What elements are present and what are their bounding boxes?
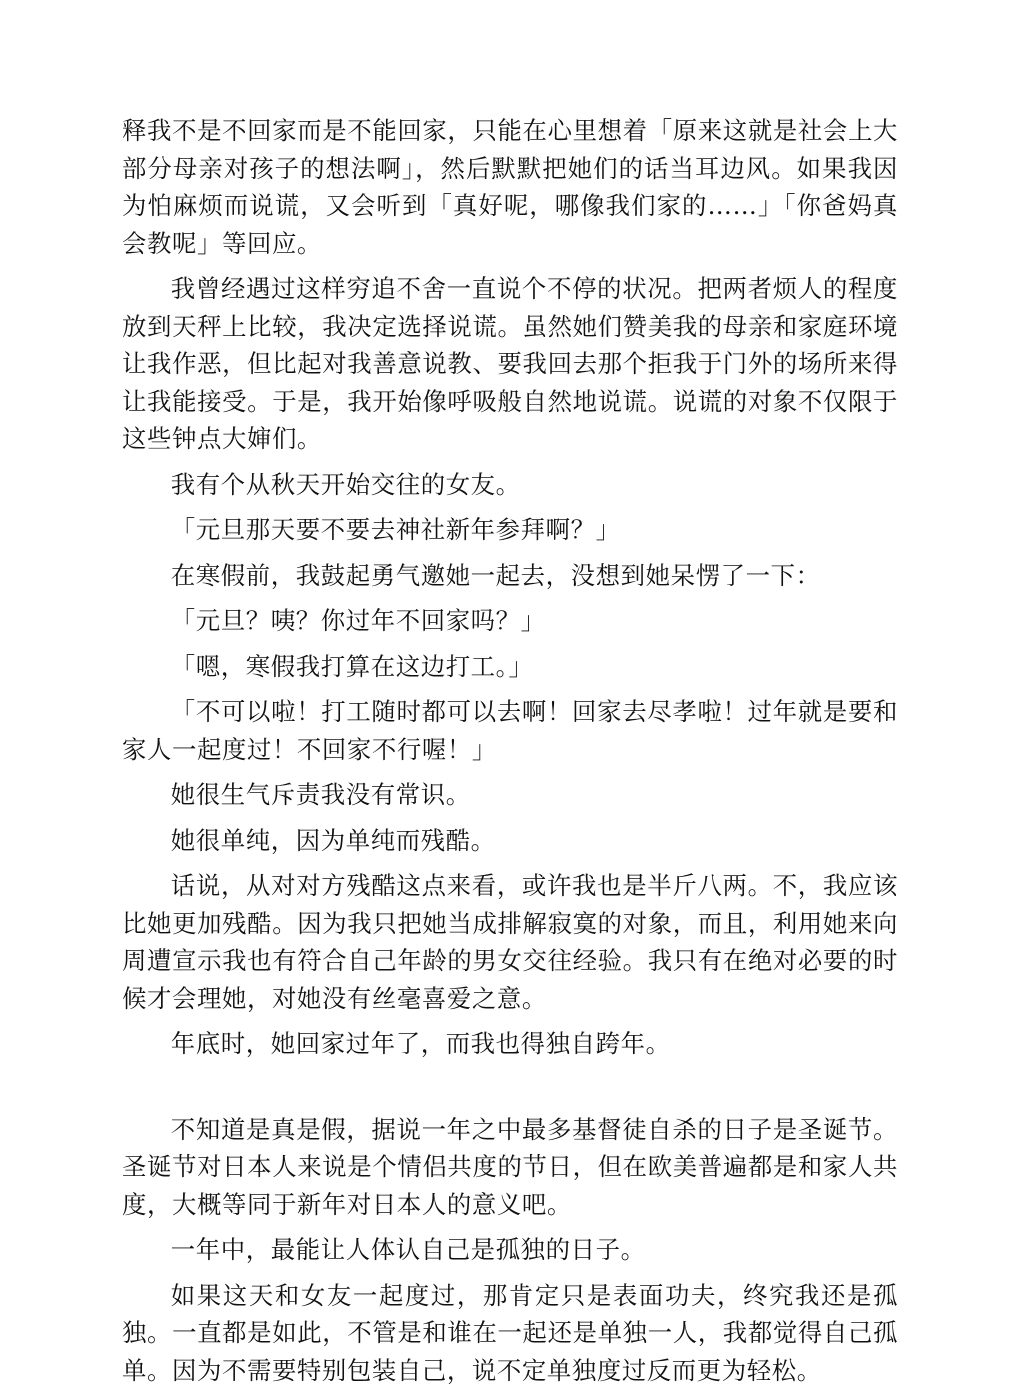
section-break <box>122 1071 898 1111</box>
paragraph-10: 她很单纯，因为单纯而残酷。 <box>170 825 496 855</box>
paragraph-13: 不知道是真是假，据说一年之中最多基督徒自杀的日子是圣诞节。圣诞节对日本人来说是个情侣共度的节日，但在欧美普遍都是和家人共度，大概等同于新年对日本人的意义吧。 <box>122 1114 898 1219</box>
paragraph-1: 释我不是不回家而是不能回家，只能在心里想着「原来这就是社会上大部分母亲对孩子的想法啊」，然后默默把她们的话当耳边风。如果我因为怕麻烦而说谎，又会听到「真好呢，哪像我们家的……」「你爸妈真会教呢」等回应。 <box>122 116 898 258</box>
paragraph-11: 话说，从对对方残酷这点来看，或许我也是半斤八两。不，我应该比她更加残酷。因为我只把她当成排解寂寞的对象，而且，利用她来向周遭宣示我也有符合自己年龄的男女交往经验。我只有在绝对必要的时候才会理她，对她没有丝毫喜爱之意。 <box>122 871 898 1013</box>
body-text <box>122 112 898 1397</box>
paragraph-3: 我有个从秋天开始交往的女友。 <box>170 469 521 499</box>
paragraph-5: 在寒假前，我鼓起勇气邀她一起去，没想到她呆愣了一下： <box>170 560 821 590</box>
paragraph-8: 「不可以啦！打工随时都可以去啊！回家去尽孝啦！过年就是要和家人一起度过！不回家不行喔！」 <box>122 697 898 764</box>
paragraph-6: 「元旦？咦？你过年不回家吗？」 <box>170 606 546 635</box>
paragraph-15: 如果这天和女友一起度过，那肯定只是表面功夫，终究我还是孤独。一直都是如此，不管是和谁在一起还是单独一人，我都觉得自己孤单。因为不需要特别包装自己，说不定单独度过反而更为轻松。 <box>122 1280 898 1385</box>
paragraph-9: 她很生气斥责我没有常识。 <box>170 780 471 809</box>
paragraph-2: 我曾经遇过这样穷追不舍一直说个不停的状况。把两者烦人的程度放到天秤上比较，我决定选择说谎。虽然她们赞美我的母亲和家庭环境让我作恶，但比起对我善意说教、要我回去那个拒我于门外的场所来得让我能接受。于是，我开始像呼吸般自然地说谎。说谎的对象不仅限于这些钟点大婶们。 <box>122 274 898 453</box>
paragraph-14: 一年中，最能让人体认自己是孤独的日子。 <box>170 1235 646 1264</box>
paragraph-4: 「元旦那天要不要去神社新年参拜啊？」 <box>170 515 621 544</box>
paragraph-7: 「嗯，寒假我打算在这边打工。」 <box>170 651 534 681</box>
paragraph-12: 年底时，她回家过年了，而我也得独自跨年。 <box>170 1029 671 1058</box>
